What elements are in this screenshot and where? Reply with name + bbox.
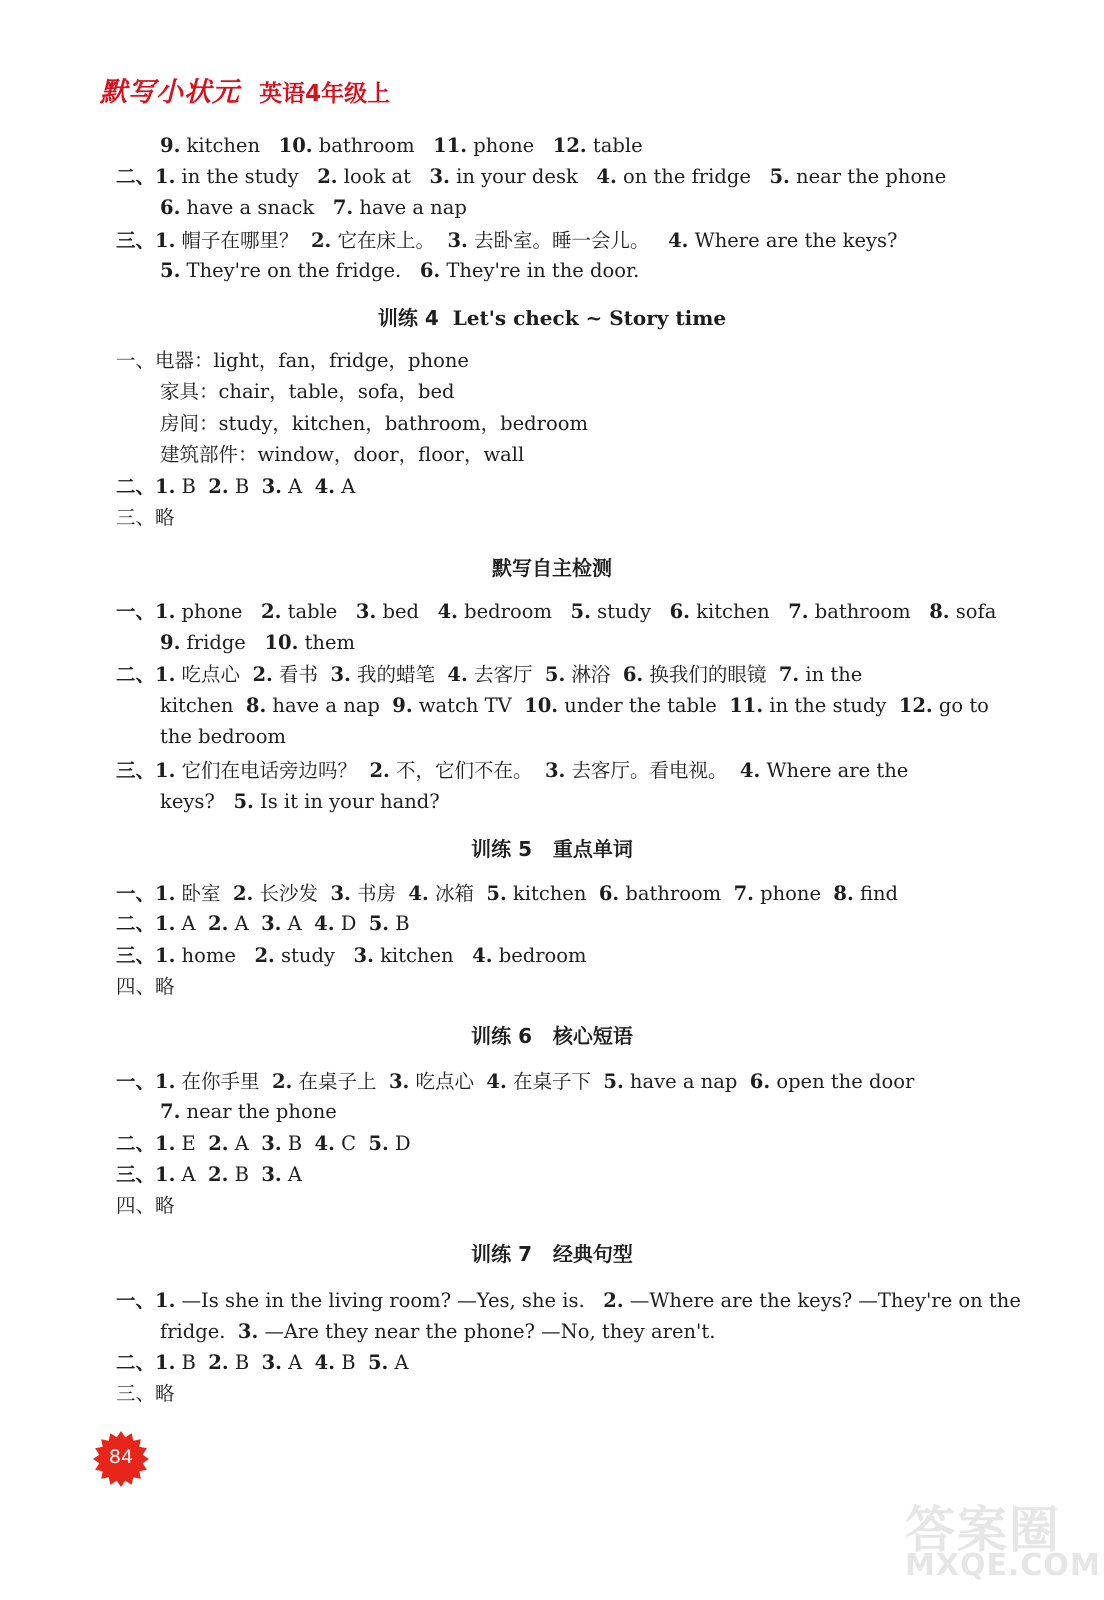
- answer-text: D: [334, 912, 369, 935]
- section-title: [0, 1240, 1104, 1268]
- answer-line: [160, 378, 454, 406]
- item-number: 一、1.: [116, 1070, 176, 1093]
- answer-text: B: [335, 1351, 368, 1374]
- item-number: 二、1.: [116, 912, 176, 935]
- item-number: 10.: [278, 134, 313, 157]
- item-number: 5.: [486, 882, 507, 905]
- answer-text: 去客厅: [467, 663, 545, 686]
- answer-text: A: [388, 1351, 409, 1374]
- answer-text: have a nap: [353, 196, 467, 219]
- item-number: 4.: [447, 663, 468, 686]
- answer-line: [116, 1192, 175, 1220]
- item-number: 三、1.: [116, 1163, 176, 1186]
- item-number: 3.: [261, 912, 282, 935]
- answer-text: 三、略: [116, 506, 175, 529]
- answer-text: A: [228, 912, 262, 935]
- item-number: 6.: [598, 882, 620, 905]
- item-number: 二、1.: [116, 1132, 176, 1155]
- subject-title: 英语4年级上: [259, 81, 391, 107]
- item-number: 2.: [271, 1070, 293, 1093]
- item-number: 2.: [369, 759, 390, 782]
- item-number: 12.: [898, 694, 933, 717]
- answer-text: have a nap: [266, 694, 393, 717]
- item-number: 5.: [544, 663, 566, 686]
- answer-text: on the fridge: [616, 165, 770, 188]
- answer-text: D: [388, 1132, 411, 1155]
- answer-text: B: [228, 1163, 262, 1186]
- item-number: 5.: [233, 790, 254, 813]
- answer-text: E: [175, 1132, 209, 1155]
- section-title-cn: 训练 4: [377, 306, 453, 330]
- brand-title: 默写小状元: [100, 77, 240, 108]
- answer-text: table: [281, 600, 356, 623]
- section-title-cn: 默写自主检测: [492, 556, 612, 580]
- answer-line: [116, 910, 410, 938]
- item-number: 3.: [353, 944, 374, 967]
- answer-text: in the study: [763, 694, 899, 717]
- answer-text: kitchen: [180, 134, 279, 157]
- answer-text: in the study: [175, 165, 318, 188]
- item-number: 一、1.: [116, 600, 176, 623]
- answer-text: kitchen: [373, 944, 473, 967]
- answer-text: the bedroom: [160, 725, 286, 748]
- answer-line: [160, 441, 524, 469]
- item-number: 11.: [729, 694, 764, 717]
- item-number: 2.: [254, 944, 275, 967]
- item-number: 4.: [437, 600, 458, 623]
- answer-text: 房间：study，kitchen，bathroom，bedroom: [160, 412, 588, 435]
- item-number: 4.: [314, 1351, 335, 1374]
- answer-line: [116, 347, 469, 375]
- item-number: 9.: [392, 694, 413, 717]
- item-number: 5.: [160, 259, 181, 282]
- answer-text: B: [175, 1351, 209, 1374]
- answer-line: [116, 942, 587, 970]
- answer-text: 去客厅。看电视。: [565, 759, 740, 782]
- watermark: [895, 1490, 1101, 1590]
- answer-text: 淋浴: [565, 663, 623, 686]
- answer-text: 书房: [350, 882, 409, 905]
- item-number: 3.: [330, 663, 351, 686]
- answer-text: 长沙发: [253, 882, 331, 905]
- answer-text: phone: [175, 600, 262, 623]
- answer-line: [160, 788, 440, 816]
- item-number: 5.: [368, 912, 390, 935]
- answer-text: A: [335, 475, 356, 498]
- answer-text: fridge: [180, 631, 265, 654]
- item-number: 2.: [252, 663, 273, 686]
- answer-text: A: [281, 1351, 315, 1374]
- answer-text: 吃点心: [409, 1070, 487, 1093]
- item-number: 7.: [160, 1100, 181, 1123]
- item-number: 3.: [261, 1351, 282, 1374]
- section-title: [0, 304, 1104, 332]
- item-number: 4.: [739, 759, 761, 782]
- item-number: 8.: [833, 882, 854, 905]
- answer-text: near the phone: [789, 165, 947, 188]
- answer-text: 在桌子下: [506, 1070, 604, 1093]
- answer-text: 建筑部件：window，door，floor，wall: [160, 443, 525, 466]
- item-number: 4.: [472, 944, 493, 967]
- answer-text: find: [853, 882, 899, 905]
- answer-text: go to: [932, 694, 989, 717]
- answer-text: bedroom: [457, 600, 571, 623]
- item-number: 3.: [429, 165, 450, 188]
- answer-line: [116, 1068, 914, 1096]
- answer-line: [116, 1380, 175, 1408]
- item-number: 2.: [208, 1132, 229, 1155]
- item-number: 7.: [788, 600, 809, 623]
- section-title-cn: 训练 7 经典句型: [471, 1242, 633, 1266]
- answer-line: [116, 1349, 409, 1377]
- answer-text: 换我们的眼镜: [643, 663, 779, 686]
- answer-line: [160, 257, 639, 285]
- item-number: 4.: [596, 165, 617, 188]
- item-number: 2.: [208, 475, 229, 498]
- answer-text: Where are the: [760, 759, 909, 782]
- answer-text: kitchen: [160, 694, 246, 717]
- answer-text: in your desk: [449, 165, 597, 188]
- answer-line: [160, 1318, 715, 1346]
- item-number: 6.: [419, 259, 441, 282]
- item-number: 9.: [160, 631, 181, 654]
- answer-text: 冰箱: [428, 882, 487, 905]
- item-number: 11.: [433, 134, 468, 157]
- item-number: 2.: [603, 1289, 624, 1312]
- answer-line: [116, 473, 355, 501]
- answer-text: B: [228, 475, 262, 498]
- answer-text: A: [281, 1163, 302, 1186]
- answer-text: look at: [337, 165, 430, 188]
- answer-line: [116, 1161, 302, 1189]
- answer-text: 看书: [272, 663, 331, 686]
- answer-line: [160, 194, 467, 222]
- answer-text: B: [281, 1132, 315, 1155]
- answer-line: [116, 1287, 1021, 1315]
- answer-text: A: [175, 1163, 209, 1186]
- item-number: 4.: [668, 229, 689, 252]
- answer-text: —Is she in the living room? —Yes, she is.: [175, 1289, 604, 1312]
- answer-line: [160, 1098, 337, 1126]
- item-number: 6.: [749, 1070, 771, 1093]
- answer-text: They're in the door.: [440, 259, 640, 282]
- item-number: 10.: [264, 631, 299, 654]
- item-number: 5.: [769, 165, 790, 188]
- answer-text: keys?: [160, 790, 234, 813]
- answer-text: home: [175, 944, 255, 967]
- item-number: 三、1.: [116, 229, 176, 252]
- answer-text: 吃点心: [175, 663, 253, 686]
- answer-text: phone: [753, 882, 834, 905]
- answer-line: [116, 163, 946, 191]
- item-number: 4.: [486, 1070, 507, 1093]
- answer-text: 去卧室。睡一会儿。: [467, 229, 669, 252]
- item-number: 7.: [332, 196, 354, 219]
- item-number: 3.: [544, 759, 566, 782]
- answer-text: 卧室: [175, 882, 233, 905]
- answer-line: [160, 692, 989, 720]
- answer-text: C: [334, 1132, 369, 1155]
- answer-line: [116, 973, 175, 1001]
- answer-line: [116, 661, 862, 689]
- page-number-badge: [92, 1430, 150, 1488]
- item-number: 二、1.: [116, 165, 176, 188]
- item-number: 一、1.: [116, 1289, 176, 1312]
- item-number: 3.: [355, 600, 377, 623]
- answer-text: open the door: [770, 1070, 915, 1093]
- answer-line: [116, 880, 898, 908]
- item-number: 2.: [317, 165, 338, 188]
- answer-text: phone: [467, 134, 553, 157]
- answer-text: 家具：chair，table，sofa，bed: [160, 380, 455, 403]
- item-number: 7.: [778, 663, 800, 686]
- answer-text: A: [281, 912, 315, 935]
- item-number: 8.: [929, 600, 950, 623]
- answer-text: 它在床上。: [331, 229, 448, 252]
- section-title-cn: 训练 6 核心短语: [471, 1024, 633, 1048]
- item-number: 2.: [232, 882, 254, 905]
- answer-text: near the phone: [180, 1100, 337, 1123]
- answer-line: [160, 629, 355, 657]
- item-number: 2.: [208, 1351, 229, 1374]
- answer-text: study: [590, 600, 670, 623]
- answer-text: 三、略: [116, 1382, 175, 1405]
- answer-line: [160, 410, 588, 438]
- answer-text: 四、略: [116, 975, 175, 998]
- watermark-chinese: 答案圈: [905, 1501, 1061, 1559]
- answer-line: [116, 757, 908, 785]
- item-number: 4.: [314, 1132, 335, 1155]
- section-title: [0, 835, 1104, 863]
- item-number: 3.: [388, 1070, 410, 1093]
- answer-text: 它们在电话旁边吗？: [175, 759, 370, 782]
- item-number: 3.: [237, 1320, 259, 1343]
- answer-text: 我的蜡笔: [350, 663, 448, 686]
- answer-text: sofa: [949, 600, 997, 623]
- answer-text: —Where are the keys? —They're on the: [623, 1289, 1021, 1312]
- answer-text: them: [298, 631, 355, 654]
- answer-text: fridge.: [160, 1320, 238, 1343]
- item-number: 5.: [368, 1132, 389, 1155]
- section-title: [0, 554, 1104, 582]
- answer-line: [116, 1130, 411, 1158]
- answer-text: have a nap: [623, 1070, 750, 1093]
- answer-text: bathroom: [619, 882, 734, 905]
- item-number: 2.: [310, 229, 332, 252]
- answer-text: bathroom: [312, 134, 434, 157]
- item-number: 二、1.: [116, 663, 176, 686]
- answer-text: in the: [799, 663, 863, 686]
- item-number: 2.: [261, 600, 282, 623]
- answer-text: kitchen: [506, 882, 599, 905]
- item-number: 12.: [552, 134, 587, 157]
- item-number: 3.: [261, 1132, 282, 1155]
- item-number: 5.: [603, 1070, 624, 1093]
- item-number: 4.: [408, 882, 429, 905]
- item-number: 3.: [261, 475, 282, 498]
- answer-text: B: [389, 912, 410, 935]
- item-number: 3.: [447, 229, 468, 252]
- answer-text: 在你手里: [175, 1070, 272, 1093]
- answer-text: bathroom: [808, 600, 930, 623]
- item-number: 7.: [733, 882, 754, 905]
- answer-text: bed: [376, 600, 438, 623]
- answer-text: watch TV: [412, 694, 525, 717]
- item-number: 2.: [208, 912, 229, 935]
- answer-text: 帽子在哪里？: [175, 229, 311, 252]
- answer-text: 不，它们不在。: [389, 759, 545, 782]
- answer-text: bedroom: [492, 944, 587, 967]
- item-number: 3.: [330, 882, 351, 905]
- answer-line: [116, 504, 175, 532]
- item-number: 5.: [367, 1351, 389, 1374]
- item-number: 10.: [524, 694, 559, 717]
- answer-text: table: [586, 134, 643, 157]
- answer-line: [160, 723, 286, 751]
- answer-text: A: [228, 1132, 262, 1155]
- answer-text: A: [281, 475, 315, 498]
- section-title-en: Let's check ~ Story time: [452, 306, 727, 330]
- answer-line: [116, 227, 898, 255]
- item-number: 5.: [570, 600, 591, 623]
- answer-text: 在桌子上: [292, 1070, 389, 1093]
- answer-text: 四、略: [116, 1194, 175, 1217]
- answer-text: —Are they near the phone? —No, they aren't.: [258, 1320, 716, 1343]
- answer-text: They're on the fridge.: [180, 259, 420, 282]
- answer-text: 一、电器：light，fan，fridge，phone: [116, 349, 469, 372]
- page-number: 84: [108, 1446, 134, 1468]
- item-number: 三、1.: [116, 759, 176, 782]
- section-title: [0, 1022, 1104, 1050]
- item-number: 2.: [208, 1163, 229, 1186]
- answer-text: under the table: [558, 694, 730, 717]
- item-number: 8.: [245, 694, 267, 717]
- answer-text: Where are the keys?: [688, 229, 898, 252]
- answer-text: B: [228, 1351, 262, 1374]
- answer-text: study: [274, 944, 354, 967]
- item-number: 一、1.: [116, 882, 176, 905]
- page-header: [100, 70, 390, 110]
- item-number: 二、1.: [116, 1351, 176, 1374]
- item-number: 6.: [669, 600, 690, 623]
- answer-text: Is it in your hand?: [253, 790, 440, 813]
- watermark-domain: MXQE.COM: [905, 1548, 1101, 1583]
- item-number: 三、1.: [116, 944, 176, 967]
- item-number: 6.: [622, 663, 644, 686]
- item-number: 9.: [160, 134, 181, 157]
- section-title-cn: 训练 5 重点单词: [471, 837, 633, 861]
- item-number: 4.: [314, 475, 335, 498]
- answer-line: [116, 598, 996, 626]
- item-number: 6.: [160, 196, 181, 219]
- item-number: 4.: [314, 912, 335, 935]
- answer-line: [160, 132, 643, 160]
- item-number: 3.: [261, 1163, 282, 1186]
- answer-text: kitchen: [689, 600, 789, 623]
- answer-text: B: [175, 475, 209, 498]
- answer-text: A: [175, 912, 209, 935]
- item-number: 二、1.: [116, 475, 176, 498]
- answer-text: have a snack: [180, 196, 333, 219]
